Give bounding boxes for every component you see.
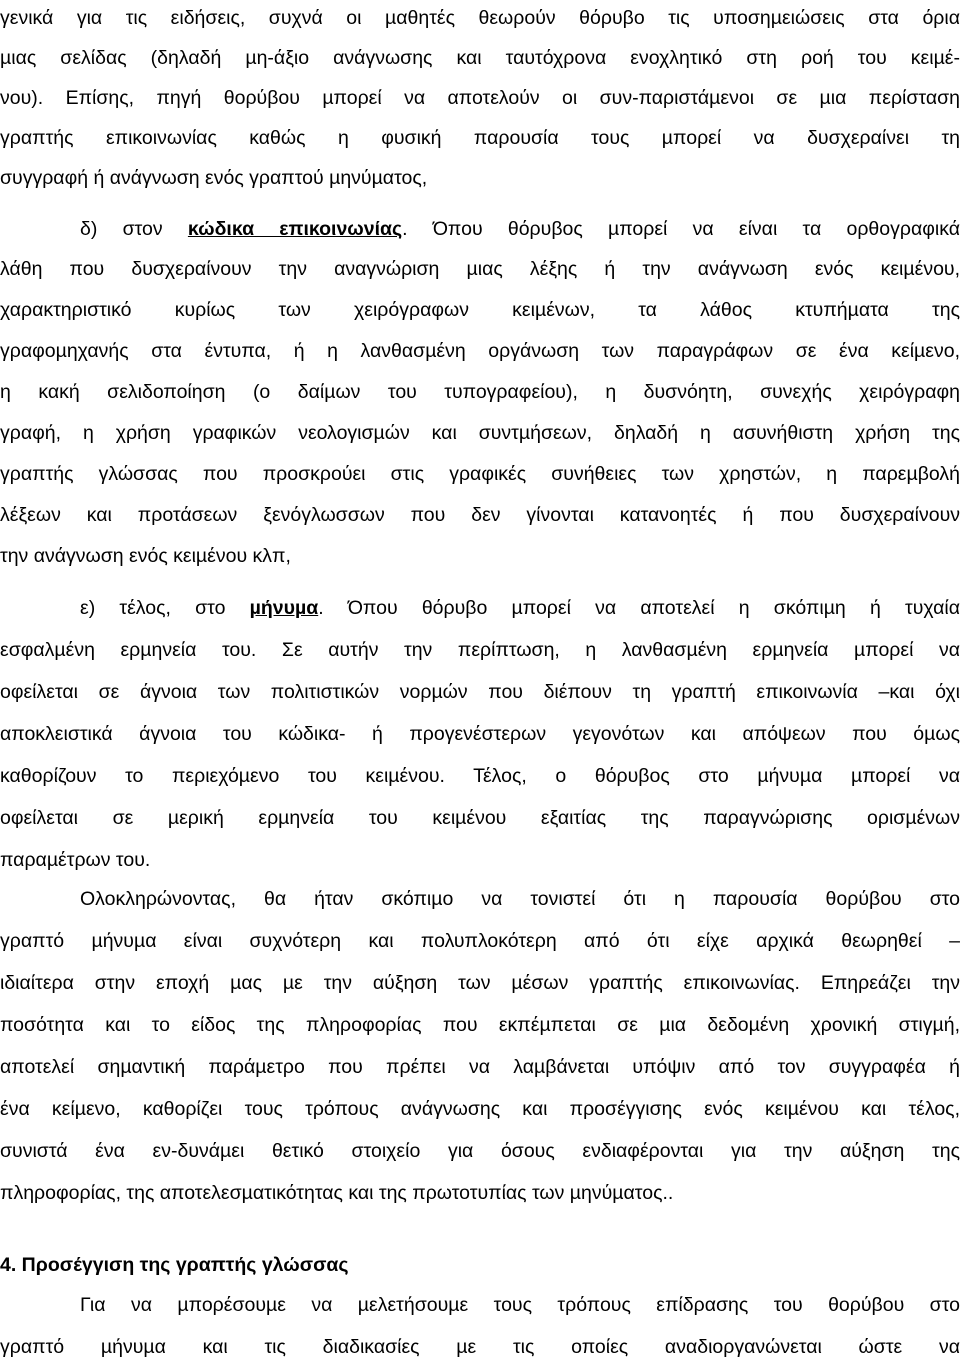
- paragraph-line: καθορίζουν το περιεχόµενο του κειµένου. Τέλος, ο θόρυβος στο µήνυµα µπορεί να: [0, 765, 960, 787]
- paragraph-line: την ανάγνωση ενός κειµένου κλπ,: [0, 545, 291, 567]
- paragraph-line: γενικά για τις ειδήσεις, συχνά οι µαθητές θεωρούν θόρυβο τις υποσηµειώσεις στα όρια: [0, 7, 960, 29]
- paragraph-line: γραπτό µήνυµα είναι συχνότερη και πολυπλοκότερη από ότι είχε αρχικά θεωρηθεί –: [0, 930, 960, 952]
- paragraph-e-first-line: [80, 591, 960, 625]
- paragraph-line: µιας σελίδας (δηλαδή µη-άξιο ανάγνωσης και ταυτόχρονα ενοχλητικό στη ροή του κειµέ-: [0, 47, 960, 69]
- paragraph-line: γραπτής επικοινωνίας καθώς η φυσική παρουσία τους µπορεί να δυσχεραίνει τη: [0, 127, 960, 149]
- list-marker-d: δ) στον: [80, 218, 188, 240]
- term-communication-code: κώδικα επικοινωνίας: [187, 218, 403, 240]
- paragraph-line: οφείλεται σε άγνοια των πολιτιστικών νορµών που διέπουν τη γραπτή επικοινωνία –και όχι: [0, 681, 960, 703]
- paragraph-line: νου). Επίσης, πηγή θορύβου µπορεί να αποτελούν οι συν-παριστάµενοι σε µια περίσταση: [0, 87, 960, 109]
- paragraph-line: λέξεων και προτάσεων ξενόγλωσσων που δεν γίνονται κατανοητές ή που δυσχεραίνουν: [0, 504, 960, 526]
- paragraph-e-lead: . Όπου θόρυβο µπορεί να αποτελεί η σκόπιµη ή τυχαία: [318, 597, 960, 619]
- term-message: µήνυµα: [249, 597, 319, 619]
- paragraph-line: εσφαλµένη ερµηνεία του. Σε αυτήν την περίπτωση, η λανθασµένη ερµηνεία µπορεί να: [0, 639, 960, 661]
- paragraph-line: ένα κείµενο, καθορίζει τους τρόπους ανάγνωσης και προσέγγισης ενός κειµένου και τέλος,: [0, 1098, 960, 1120]
- paragraph-d-lead: . Όπου θόρυβος µπορεί να είναι τα ορθογραφικά: [402, 218, 960, 240]
- paragraph-line: συνιστά ένα εν-δυνάµει θετικό στοιχείο για όσους ενδιαφέρονται για την αύξηση της: [0, 1140, 960, 1162]
- paragraph-line: λάθη που δυσχεραίνουν την αναγνώριση µιας λέξης ή την ανάγνωση ενός κειµένου,: [0, 258, 960, 280]
- paragraph-line: παραµέτρων του.: [0, 849, 151, 871]
- paragraph-line: γραφοµηχανής στα έντυπα, ή η λανθασµένη οργάνωση των παραγράφων σε ένα κείµενο,: [0, 340, 960, 362]
- paragraph-line: γραφή, η χρήση γραφικών νεολογισµών και συντµήσεων, δηλαδή η ασυνήθιστη χρήση της: [0, 422, 960, 444]
- paragraph-d-first-line: [80, 212, 960, 246]
- paragraph-line: Για να µπορέσουµε να µελετήσουµε τους τρόπους επίδρασης του θορύβου στο: [80, 1294, 960, 1316]
- paragraph-line: ιδιαίτερα στην εποχή µας µε την αύξηση των µέσων γραπτής επικοινωνίας. Επηρεάζει την: [0, 972, 960, 994]
- list-marker-e: ε) τέλος, στο: [80, 597, 250, 619]
- paragraph-line: αποκλειστικά άγνοια του κώδικα- ή προγενέστερων γεγονότων και απόψεων που όµως: [0, 723, 960, 745]
- paragraph-line: χαρακτηριστικό κυρίως των χειρόγραφων κειµένων, τα λάθος κτυπήµατα της: [0, 299, 960, 321]
- paragraph-line: οφείλεται σε µερική ερµηνεία του κειµένου εξαιτίας της παραγνώρισης ορισµένων: [0, 807, 960, 829]
- paragraph-line: πληροφορίας, της αποτελεσµατικότητας και της πρωτοτυπίας των µηνύµατος..: [0, 1182, 674, 1204]
- paragraph-line: γραπτό µήνυµα και τις διαδικασίες µε τις οποίες αναδιοργανώνεται ώστε να: [0, 1336, 960, 1358]
- paragraph-line: αποτελεί σηµαντική παράµετρο που πρέπει να λαµβάνεται υπόψιν από τον συγγραφέα ή: [0, 1056, 960, 1078]
- paragraph-line: η κακή σελιδοποίηση (ο δαίµων του τυπογραφείου), η δυσνόητη, συνεχής χειρόγραφη: [0, 381, 960, 403]
- paragraph-line: ποσότητα και το είδος της πληροφορίας που εκπέµπεται σε µια δεδοµένη χρονική στιγµή,: [0, 1014, 960, 1036]
- section-heading: 4. Προσέγγιση της γραπτής γλώσσας: [0, 1254, 349, 1276]
- paragraph-line: Ολοκληρώνοντας, θα ήταν σκόπιµο να τονιστεί ότι η παρουσία θορύβου στο: [80, 888, 960, 910]
- paragraph-line: συγγραφή ή ανάγνωση ενός γραπτού µηνύµατος,: [0, 167, 428, 189]
- paragraph-line: γραπτής γλώσσας που προσκρούει στις γραφικές συνήθειες των χρηστών, η παρεµβολή: [0, 463, 960, 485]
